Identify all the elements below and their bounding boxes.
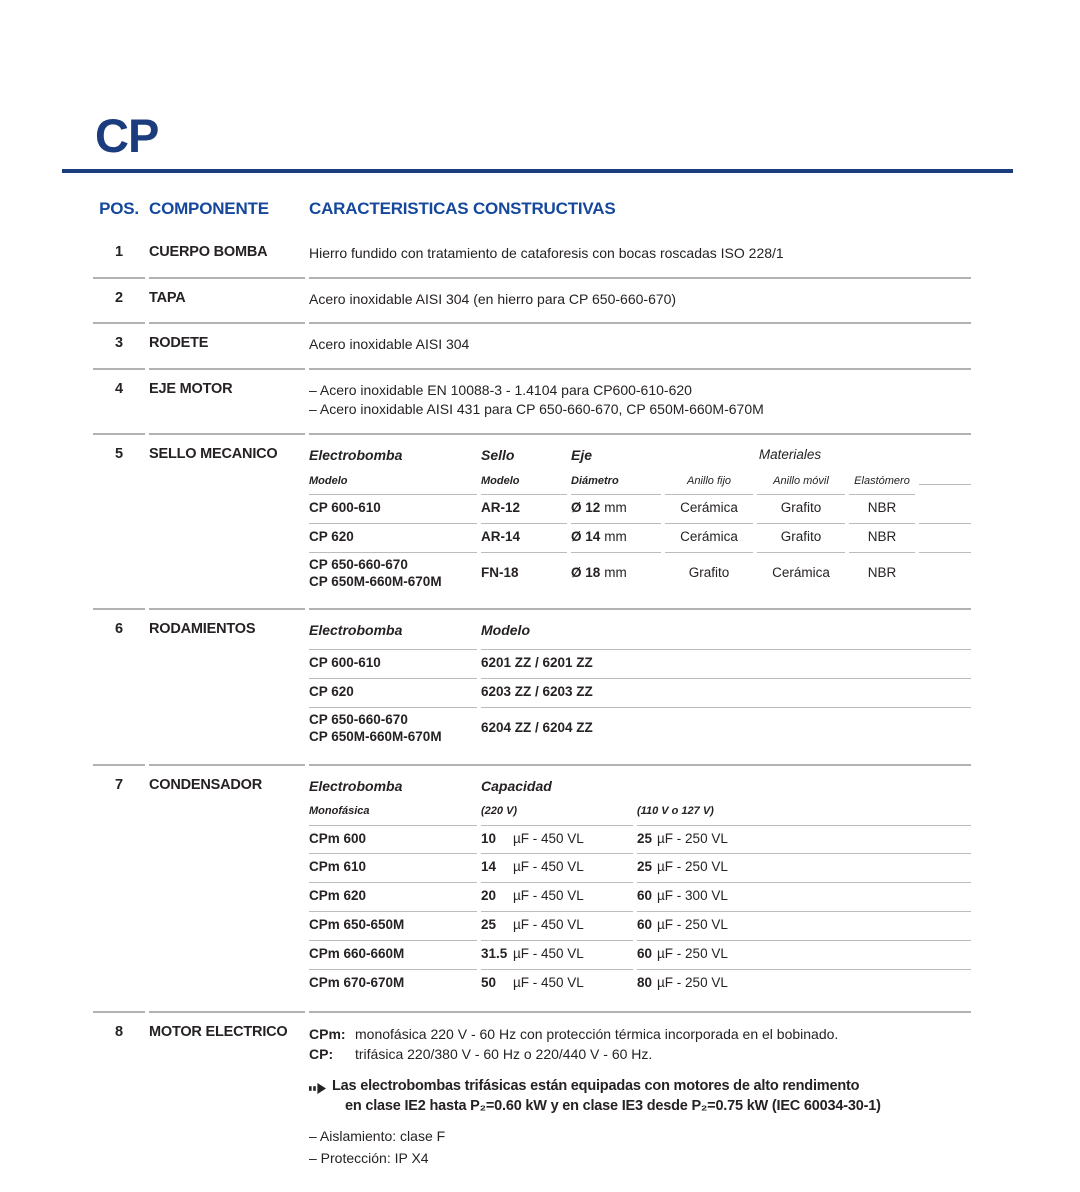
row-component: EJE MOTOR — [149, 368, 305, 433]
shaft-diameter: Ø 14 — [571, 528, 601, 544]
bearings-subtable — [309, 608, 971, 763]
bearing-model: 6201 ZZ / 6201 ZZ — [481, 650, 971, 679]
capacitance-220v: 14 — [481, 859, 497, 875]
seal-subheader-row — [309, 474, 971, 495]
row-component: CUERPO BOMBA — [149, 244, 268, 260]
description-line: – Acero inoxidable AISI 431 para CP 650-660-670, CP 650M-660M-670M — [309, 401, 764, 418]
seal-code: FN-18 — [481, 565, 519, 581]
table-row-tapa — [93, 277, 973, 323]
row-pos: 1 — [114, 244, 124, 260]
capacitor-subheader-row — [309, 804, 971, 825]
page-title: CP — [95, 109, 159, 162]
moving-ring-material: Cerámica — [772, 565, 830, 581]
seal-model: CP 650-660-670 — [309, 556, 408, 572]
row-component: TAPA — [149, 277, 305, 323]
fixed-ring-material: Cerámica — [665, 524, 753, 553]
row-description: Acero inoxidable AISI 304 (en hierro para CP 650-660-670) — [309, 277, 971, 323]
shaft-diameter: Ø 12 — [571, 499, 601, 515]
arrow-right-icon — [309, 1080, 326, 1117]
seal-model: CP 620 — [309, 524, 477, 553]
capacitor-data-row: CPm 620 20 µF - 450 VL 60 µF - 300 VL — [309, 883, 971, 912]
subcol-modelo: Modelo — [481, 621, 971, 650]
capacitance-110v: 80 — [637, 975, 653, 991]
cpm-label: CPm: — [309, 1025, 346, 1042]
seal-model: CP 600-610 — [309, 495, 477, 524]
row-description: Hierro fundido con tratamiento de cataforesis con bocas roscadas ISO 228/1 — [309, 245, 784, 261]
insulation-spec: – Aislamiento: clase F — [309, 1128, 446, 1145]
subcol-220v: (220 V) — [481, 804, 633, 825]
capacitance-220v: 50 — [481, 975, 497, 991]
subcol-modelo: Modelo — [309, 474, 477, 495]
seal-data-row: CP 620 AR-14 Ø 14 mm Cerámica Grafito NBR — [309, 524, 971, 553]
pump-model: CPm 660-660M — [309, 941, 477, 970]
seal-data-row: CP 650-660-670 CP 650M-660M-670M FN-18 Ø 18 mm Grafito Cerámica NBR — [309, 553, 971, 596]
pump-model: CPm 670-670M — [309, 975, 405, 991]
subcol-modelo: Modelo — [481, 474, 567, 495]
motor-description — [309, 1011, 971, 1183]
capacitance-110v: 25 — [637, 859, 653, 875]
row-component: MOTOR ELECTRICO — [149, 1011, 305, 1183]
seal-model: CP 650M-660M-670M — [309, 573, 442, 589]
row-component: RODAMIENTOS — [149, 608, 305, 763]
capacitance-220v: 20 — [481, 888, 497, 904]
bearings-data-row — [309, 679, 971, 708]
subcol-sello: Sello — [481, 446, 515, 463]
row-pos: 7 — [93, 764, 145, 1011]
capacitor-group-header-row — [309, 777, 971, 805]
row-description — [309, 368, 971, 433]
cpm-text: monofásica 220 V - 60 Hz con protección térmica incorporada en el bobinado. — [355, 1025, 839, 1042]
subcol-capacidad: Capacidad — [481, 777, 552, 794]
row-pos: 5 — [93, 433, 145, 609]
subcol-monofasica: Monofásica — [309, 804, 477, 825]
seal-subtable — [309, 433, 971, 609]
capacitor-data-row: CPm 660-660M 31.5 µF - 450 VL 60 µF - 250 VL — [309, 941, 971, 970]
subcol-anillo-fijo: Anillo fijo — [665, 474, 753, 495]
row-description: Acero inoxidable AISI 304 — [309, 322, 971, 368]
capacitance-110v: 60 — [637, 888, 653, 904]
table-row-rodete — [93, 322, 973, 368]
subcol-elastomero: Elastómero — [849, 474, 915, 495]
capacitor-data-row: CPm 610 14 µF - 450 VL 25 µF - 250 VL — [309, 854, 971, 883]
note-line: en clase IE2 hasta P₂=0.60 kW y en clase IE3 desde P₂=0.75 kW (IEC 60034-30-1) — [345, 1097, 881, 1114]
subcol-materiales: Materiales — [758, 447, 822, 463]
elastomer-material: NBR — [849, 524, 915, 553]
spec-sheet-page — [0, 109, 1080, 1192]
row-pos: 2 — [93, 277, 145, 323]
col-header-pos: POS. — [99, 199, 139, 218]
pump-model: CPm 650-650M — [309, 912, 477, 941]
capacitance-220v: 25 — [481, 917, 497, 933]
seal-group-header-row — [309, 446, 971, 474]
pump-model: CP 620 — [309, 679, 477, 708]
pump-model: CPm 620 — [309, 883, 477, 912]
components-table — [93, 199, 973, 1183]
row-pos: 4 — [93, 368, 145, 433]
row-component: CONDENSADOR — [149, 764, 305, 1011]
moving-ring-material: Grafito — [757, 495, 845, 524]
subcol-110v: (110 V o 127 V) — [637, 804, 971, 825]
fixed-ring-material: Grafito — [688, 565, 730, 581]
capacitance-110v: 25 — [637, 830, 653, 846]
bearings-header-row — [309, 621, 971, 650]
pump-model: CP 650M-660M-670M — [309, 728, 442, 744]
capacitance-110v: 60 — [637, 946, 653, 962]
capacitor-data-row: CPm 670-670M 50 µF - 450 VL 80 µF - 250 VL — [309, 970, 971, 998]
efficiency-note — [309, 1076, 971, 1117]
capacitance-220v: 10 — [481, 830, 497, 846]
subcol-eje: Eje — [571, 446, 593, 463]
table-row-rodamientos — [93, 608, 973, 763]
col-header-componente: COMPONENTE — [149, 199, 269, 218]
pump-model: CP 600-610 — [309, 650, 477, 679]
protection-spec: – Protección: IP X4 — [309, 1149, 429, 1166]
row-pos: 6 — [93, 608, 145, 763]
capacitance-110v: 60 — [637, 917, 653, 933]
pump-model: CPm 600 — [309, 826, 477, 855]
seal-data-row: CP 600-610 AR-12 Ø 12 mm Cerámica Grafito NBR — [309, 495, 971, 524]
subcol-electrobomba: Electrobomba — [309, 777, 403, 794]
subcol-electrobomba: Electrobomba — [309, 446, 403, 463]
title-divider — [62, 169, 1013, 173]
bearings-data-row — [309, 708, 971, 751]
bearings-data-row — [309, 650, 971, 679]
subcol-diametro: Diámetro — [571, 474, 661, 495]
elastomer-material: NBR — [849, 495, 915, 524]
subcol-anillo-movil: Anillo móvil — [757, 474, 845, 495]
row-component: SELLO MECANICO — [149, 433, 305, 609]
row-component: RODETE — [149, 322, 305, 368]
shaft-diameter: Ø 18 — [571, 565, 601, 581]
subcol-electrobomba: Electrobomba — [309, 621, 477, 650]
bearing-model: 6204 ZZ / 6204 ZZ — [481, 720, 593, 736]
table-header-row — [93, 199, 973, 233]
cp-text: trifásica 220/380 V - 60 Hz o 220/440 V - 60 Hz. — [355, 1046, 653, 1063]
table-row-condensador — [93, 764, 973, 1011]
pump-model: CPm 610 — [309, 854, 477, 883]
description-line: – Acero inoxidable EN 10088-3 - 1.4104 para CP600-610-620 — [309, 381, 692, 398]
col-header-caracteristicas: CARACTERISTICAS CONSTRUCTIVAS — [309, 199, 616, 218]
note-line: Las electrobombas trifásicas están equipadas con motores de alto rendimento — [332, 1077, 860, 1094]
elastomer-material: NBR — [867, 565, 897, 581]
capacitor-data-row: CPm 650-650M 25 µF - 450 VL 60 µF - 250 VL — [309, 912, 971, 941]
table-row-cuerpo-bomba — [93, 233, 973, 277]
seal-code: AR-14 — [481, 524, 567, 553]
capacitance-220v: 31.5 — [481, 946, 508, 962]
row-pos: 3 — [93, 322, 145, 368]
bearing-model: 6203 ZZ / 6203 ZZ — [481, 679, 971, 708]
table-row-motor-electrico — [93, 1011, 973, 1183]
seal-code: AR-12 — [481, 495, 567, 524]
table-row-sello-mecanico — [93, 433, 973, 609]
fixed-ring-material: Cerámica — [665, 495, 753, 524]
capacitor-data-row: CPm 600 10 µF - 450 VL 25 µF - 250 VL — [309, 826, 971, 855]
moving-ring-material: Grafito — [757, 524, 845, 553]
pump-model: CP 650-660-670 — [309, 711, 408, 727]
cp-label: CP: — [309, 1046, 334, 1063]
row-pos: 8 — [93, 1011, 145, 1183]
table-row-eje-motor — [93, 368, 973, 433]
capacitor-subtable — [309, 764, 971, 1011]
